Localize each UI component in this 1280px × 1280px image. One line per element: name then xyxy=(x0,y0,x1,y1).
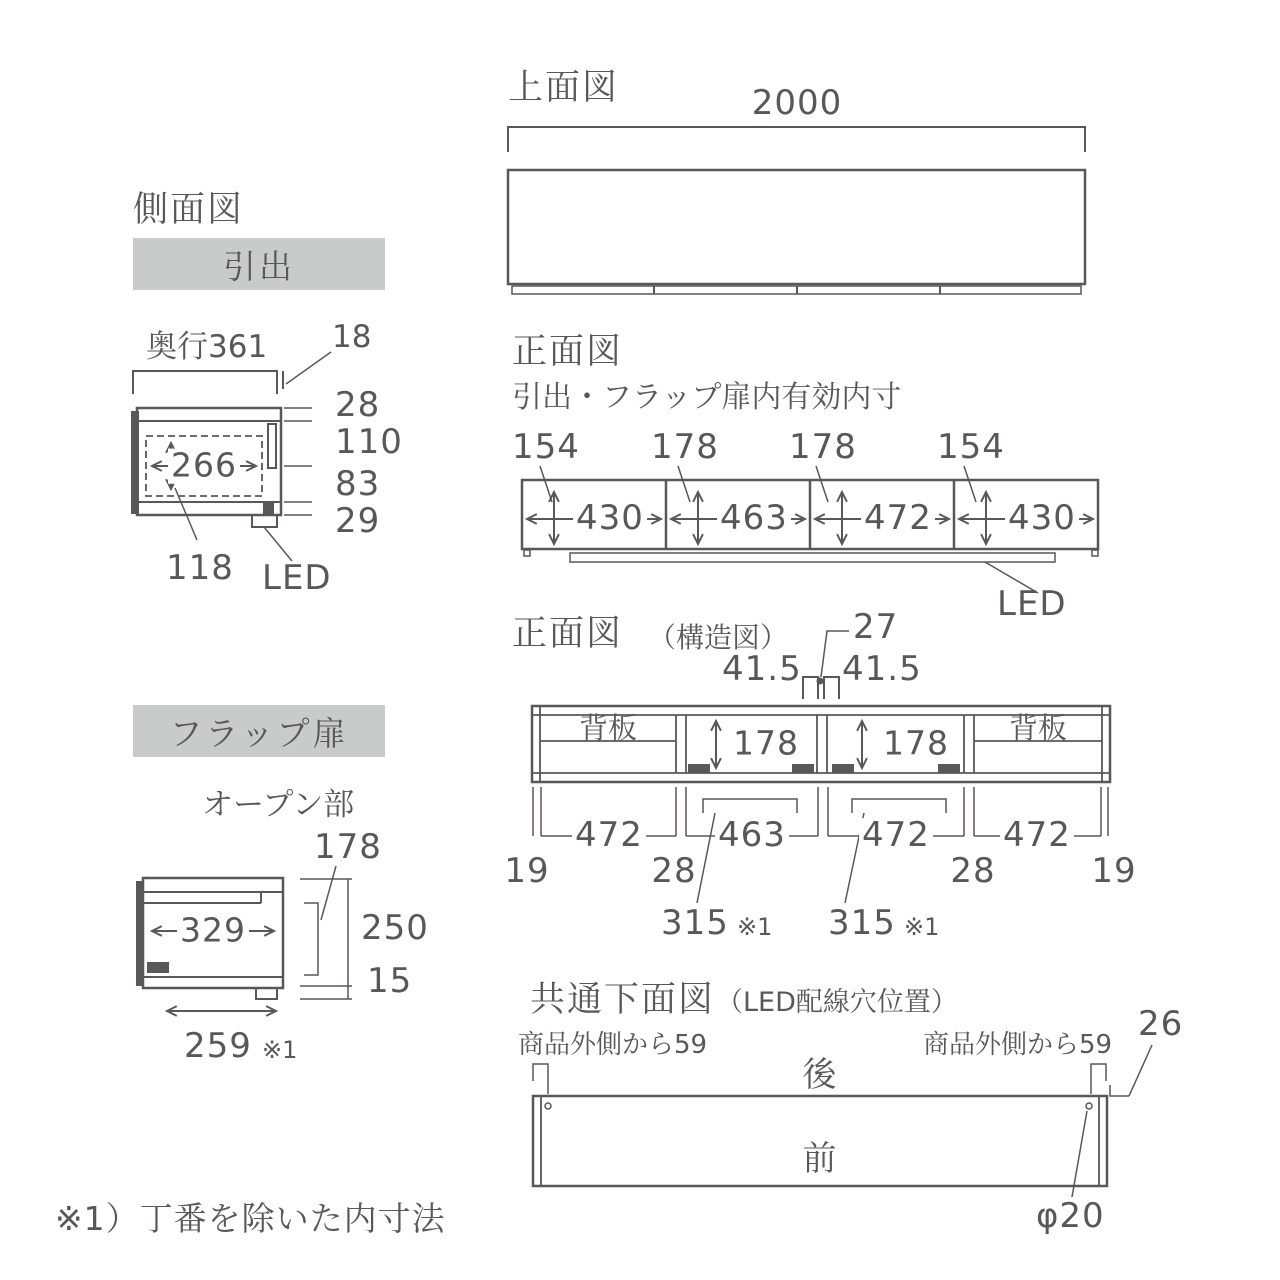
opening-width-2: 463 xyxy=(717,501,791,537)
offset-right-label: 41.5 xyxy=(842,649,922,689)
inner-height-label: 118 xyxy=(166,548,234,588)
structure-view-subtitle: （構造図） xyxy=(648,621,789,654)
door-width-label: 259 xyxy=(184,1026,252,1066)
opening-width-4: 430 xyxy=(1005,501,1079,537)
front-view-title: 正面図 xyxy=(512,332,624,372)
led-unit xyxy=(252,515,277,527)
dim-28-label: 28 xyxy=(335,385,381,425)
offset-left-note: 商品外側から59 xyxy=(518,1030,708,1060)
offset-hook-right xyxy=(824,677,839,699)
corner-offset-mark xyxy=(1110,1085,1129,1096)
hinge-bracket-left xyxy=(703,799,797,813)
wire-hole-right xyxy=(1086,1103,1092,1109)
open-height-label: 178 xyxy=(314,827,382,867)
hinge-span-right-label: 315 xyxy=(828,903,896,943)
top-view-drawing xyxy=(508,127,1085,294)
hinge-note-right: ※1 xyxy=(904,913,940,941)
opening-width-1: 430 xyxy=(573,501,647,537)
corner-offset-label: 26 xyxy=(1138,1004,1184,1044)
hinge-span-left-label: 315 xyxy=(661,903,729,943)
back-gap-label: 18 xyxy=(332,319,372,355)
offset-hook-left xyxy=(803,677,818,699)
leader-178-flap xyxy=(321,866,336,920)
back-panel-bar xyxy=(268,424,276,468)
structure-view-drawing xyxy=(532,631,1110,903)
edge-right-label: 19 xyxy=(1091,851,1137,891)
edge-left-label: 19 xyxy=(504,851,550,891)
opening-height-1: 154 xyxy=(512,427,580,467)
right-foot xyxy=(1092,550,1098,556)
led-base-strip xyxy=(570,553,1055,562)
drawer-tag: 引出 xyxy=(133,238,385,290)
open-section-step xyxy=(143,892,261,903)
rail-block-1 xyxy=(688,764,710,773)
rail-block-4 xyxy=(938,764,960,773)
panel-right-label: 28 xyxy=(950,851,996,891)
span-label-4: 472 xyxy=(1000,818,1074,854)
offset-right-note: 商品外側から59 xyxy=(923,1030,1113,1060)
door-width-note: ※1 xyxy=(262,1036,298,1064)
opening-height-3: 178 xyxy=(789,427,857,467)
leader-18 xyxy=(286,352,331,384)
dim-110-label: 110 xyxy=(335,422,403,462)
front-side-label: 前 xyxy=(802,1139,838,1179)
rail-block-3 xyxy=(832,764,854,773)
flap-door-tag: フラップ扉 xyxy=(133,705,385,757)
wire-hole-left xyxy=(545,1103,551,1109)
door-dividers xyxy=(654,286,940,294)
offset-left-label: 41.5 xyxy=(722,649,802,689)
led-square xyxy=(263,503,274,514)
depth-label: 奥行361 xyxy=(146,329,268,365)
led-label-side: LED xyxy=(262,558,332,598)
rail-block-2 xyxy=(792,764,814,773)
flap-inner-width-label: 329 xyxy=(177,914,249,949)
dim-29-label: 29 xyxy=(335,501,381,541)
height-label-leaders xyxy=(540,466,976,502)
bottom-view-title: 共通下面図 xyxy=(530,980,716,1020)
flap-led-square xyxy=(147,962,169,973)
flap-led-unit xyxy=(256,988,277,999)
panel-left-label: 28 xyxy=(651,851,697,891)
flap-base-label: 15 xyxy=(367,961,413,1001)
back-panel-left-label: 背板 xyxy=(578,710,638,745)
bottom-view-subtitle: （LED配線穴位置） xyxy=(716,987,958,1018)
structure-view-title: 正面図 xyxy=(512,614,624,654)
back-panel-right-label: 背板 xyxy=(1008,710,1068,745)
leader-led xyxy=(264,527,292,561)
span-label-3: 472 xyxy=(859,818,933,854)
inner-width-label: 266 xyxy=(168,449,240,484)
front-panel xyxy=(131,411,139,514)
hole-diameter-label: φ20 xyxy=(1036,1196,1105,1236)
top-view-outline xyxy=(508,170,1085,284)
opening-width-3: 472 xyxy=(861,501,935,537)
opening-height-left-label: 178 xyxy=(730,727,802,762)
flap-door-panel xyxy=(136,881,143,986)
flap-height-label: 250 xyxy=(361,908,429,948)
footnote: ※1）丁番を除いた内寸法 xyxy=(55,1199,446,1238)
back-side-label: 後 xyxy=(802,1055,838,1095)
center-panel-label: 27 xyxy=(853,607,899,647)
left-foot xyxy=(524,550,530,556)
led-label-front: LED xyxy=(997,584,1067,624)
dimension-bracket-2000 xyxy=(508,127,1085,152)
leader-26 xyxy=(1129,1045,1152,1096)
top-view-title: 上面図 xyxy=(508,68,620,108)
height-ticks xyxy=(300,879,352,999)
right-dimension-ticks xyxy=(284,408,312,515)
span-label-1: 472 xyxy=(572,818,646,854)
side-view-title: 側面図 xyxy=(133,190,245,230)
dim-83-label: 83 xyxy=(335,464,381,504)
bottom-view-drawing xyxy=(533,1045,1152,1197)
hinge-note-left: ※1 xyxy=(737,913,773,941)
top-view-width-label: 2000 xyxy=(751,83,843,123)
opening-height-2: 178 xyxy=(651,427,719,467)
offset-hook-left xyxy=(533,1064,548,1094)
leader-phi20 xyxy=(1072,1111,1087,1197)
opening-height-4: 154 xyxy=(937,427,1005,467)
open-height-bracket xyxy=(304,903,318,975)
open-section-label: オープン部 xyxy=(202,787,355,823)
offset-hook-right xyxy=(1091,1064,1106,1094)
hinge-bracket-right xyxy=(852,799,946,813)
opening-height-right-label: 178 xyxy=(880,727,952,762)
span-label-2: 463 xyxy=(715,818,789,854)
front-view-subtitle: 引出・フラップ扉内有効内寸 xyxy=(512,380,902,415)
dimension-bracket-depth xyxy=(133,371,277,394)
